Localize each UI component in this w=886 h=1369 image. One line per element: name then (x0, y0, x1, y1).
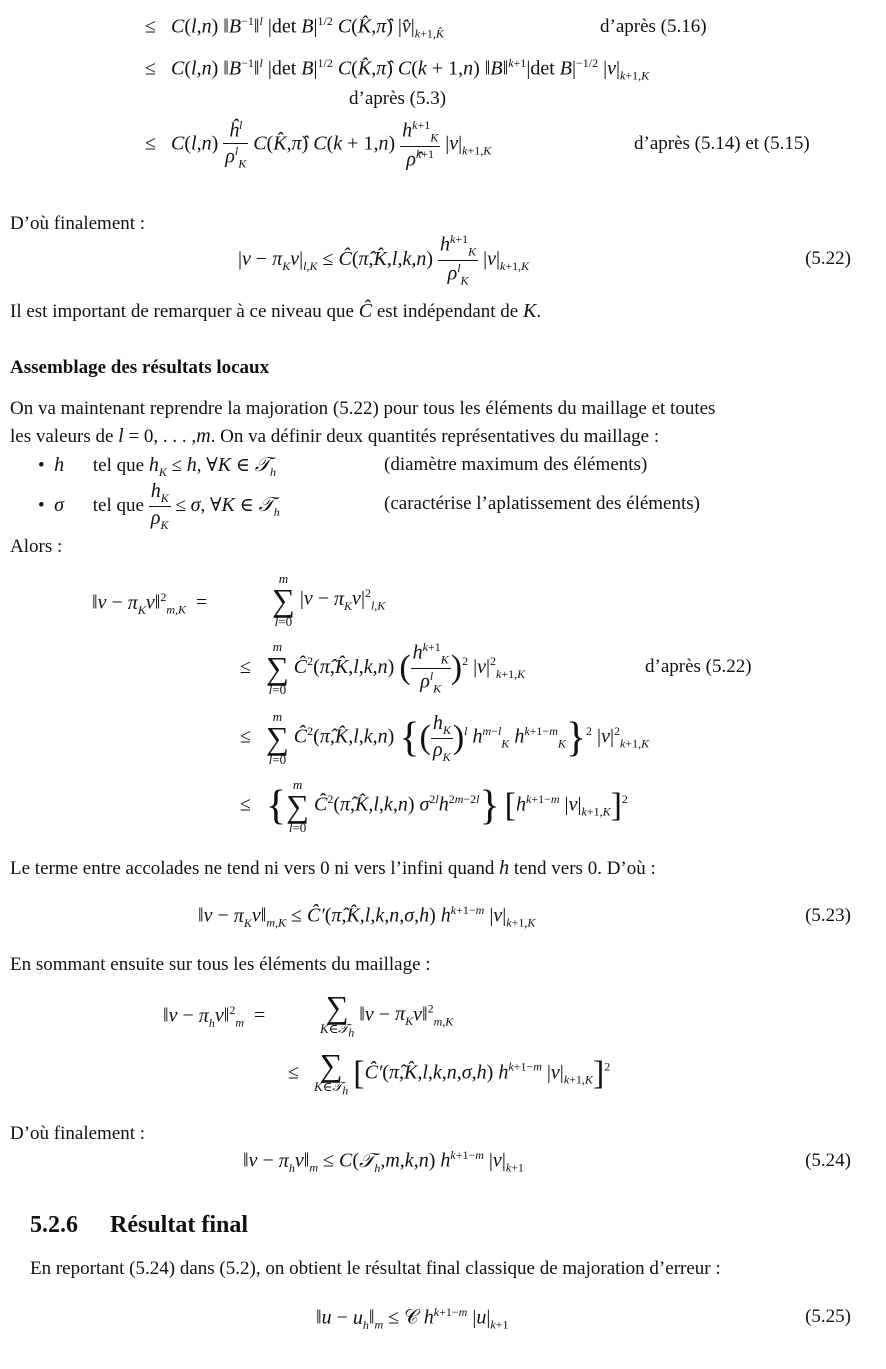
equation-number-5-22: (5.22) (805, 248, 851, 269)
derivation-line-1: ≤ C(l,n) $‖B^{-1}‖^l$ |det $B|^{1/2}$ C(K̂,π̂) $|v̂|_{k+1,K̂}$ (145, 14, 444, 41)
derivation-line-2: ≤ C(l,n) $‖B^{-1}‖^l$ |det $B|^{1/2}$ C(K̂,π̂) C(k + 1,n) ‖B‖$^{k+1}$|det $B|^{-1/2}$ $|v|_{k+1,K}$ (145, 56, 650, 83)
bullet-icon: • (38, 455, 45, 476)
align-lhs: ‖v − $\pi_Kv‖^2_{m,K}$ = (92, 590, 208, 617)
text-remark: Il est important de remarquer à ce niveau que Ĉ est indépendant de K. (10, 300, 542, 322)
text-terme: Le terme entre accolades ne tend ni vers 0 ni vers l’infini quand h tend vers 0. D’où : (10, 857, 656, 879)
sum-lhs: ‖v − $\pi_hv‖^2_m$ = (163, 1003, 266, 1030)
bullet-icon: • (38, 494, 45, 516)
ref-5-3: d’après (5.3) (349, 88, 447, 109)
bullet-h: • h tel que $h_K \le h$, ∀K ∈ 𝒯$_h$ (38, 454, 277, 479)
text-sommant: En sommant ensuite sur tous les éléments du maillage : (10, 954, 431, 975)
derivation-line-3: ≤ C(l,n) $\frac{ĥ^l}{\rho^l_K}$ C(K̂,π̂) C(k + 1,n) $\frac{h^{k+1}_K}{\rhô^{k+1}}$ $|v|_{k+1,K}$ (145, 118, 492, 171)
section-heading: Assemblage des résultats locaux (10, 357, 270, 378)
align-line-2: ≤ m ∑ l=0 $Ĉ^2(\pî,K̂,l,k,n)$ ( $\frac{h^{k+1}_K}{\rho^l_K}$ )$^2$ $|v|^2_{k+1,K}$ (240, 639, 526, 698)
text-dou-finalement-2: D’où finalement : (10, 1123, 146, 1144)
align-line-1: m ∑ l=0 $|v - \pi_Kv|^2_{l,K}$ (272, 571, 386, 629)
align-line-4: ≤ { m ∑ l=0 $Ĉ^2(\pî,K̂,l,k,n)$ $\sigma^{2l}h^{2m-2l}$} [$h^{k+1-m}$ $|v|_{k+1,K}]^2$ (240, 777, 628, 835)
paragraph-line-2: les valeurs de l = 0, . . . ,m. On va définir deux quantités représentatives du maillage : (10, 425, 660, 447)
equation-number-5-24: (5.24) (805, 1150, 851, 1171)
equation-number-5-25: (5.25) (805, 1306, 851, 1327)
text-alors: Alors : (10, 536, 63, 557)
subsection-number: 5.2.6 (30, 1212, 78, 1238)
ref-5-16: d’après (5.16) (600, 16, 707, 37)
bullet-sigma: • σ tel que $\frac{h_K}{\rho_K}$ ≤ σ, ∀K ∈ 𝒯$_h$ (38, 480, 280, 532)
equation-5-25: ‖u − $u_h‖_m$ ≤ 𝒞 $h^{k+1-m}$ $|u|_{k+1}$ (316, 1305, 509, 1332)
bullet-sigma-note: (caractérise l’aplatissement des éléments) (384, 493, 700, 514)
equation-number-5-23: (5.23) (805, 905, 851, 926)
equation-5-22: $|v - \pi_Kv|_{l,K}$ ≤ Ĉ(π̂,K̂,l,k,n) $\frac{h^{k+1}_K}{\rho^l_K}$ $|v|_{k+1,K}$ (238, 232, 530, 288)
bullet-h-note: (diamètre maximum des éléments) (384, 454, 648, 475)
ref-5-14-5-15: d’après (5.14) et (5.15) (634, 133, 810, 154)
ref-5-22: d’après (5.22) (645, 656, 752, 677)
subsection-heading (30, 1212, 248, 1239)
sum-line-1: ∑ K∈𝒯$_h$ ‖v − $\pi_Kv‖^2_{m,K}$ (320, 989, 454, 1040)
text-dou-finalement-1: D’où finalement : (10, 213, 146, 234)
equation-5-24: ‖v − $\pi_hv‖_m$ ≤ C(𝒯$_h$,m,k,n) $h^{k+1-m}$ $|v|_{k+1}$ (243, 1148, 524, 1175)
align-line-3: ≤ m ∑ l=0 $Ĉ^2(\pî,K̂,l,k,n)$ {( $\frac{h_K}{\rho_K}$ )$^l$ $h^{m-l}_K$ $h^{k+1-m}_K\}^2$ $|v|^2_{k+1,K}$ (240, 709, 650, 767)
equation-5-23: ‖v − $\pi_Kv‖_{m,K}$ ≤ Ĉ′(π̂,K̂,l,k,n,σ,h) $h^{k+1-m}$ $|v|_{k+1,K}$ (198, 903, 536, 930)
final-paragraph: En reportant (5.24) dans (5.2), on obtient le résultat final classique de majoration d’erreur : (30, 1258, 721, 1279)
sum-line-2: ≤ ∑ K∈𝒯$_h$ [Ĉ′(π̂,K̂,l,k,n,σ,h) $h^{k+1-m}$ $|v|_{k+1,K}]^2$ (288, 1047, 611, 1098)
paragraph-line-1: On va maintenant reprendre la majoration (5.22) pour tous les éléments du maillage et toutes (10, 398, 716, 419)
subsection-title: Résultat final (110, 1212, 248, 1238)
